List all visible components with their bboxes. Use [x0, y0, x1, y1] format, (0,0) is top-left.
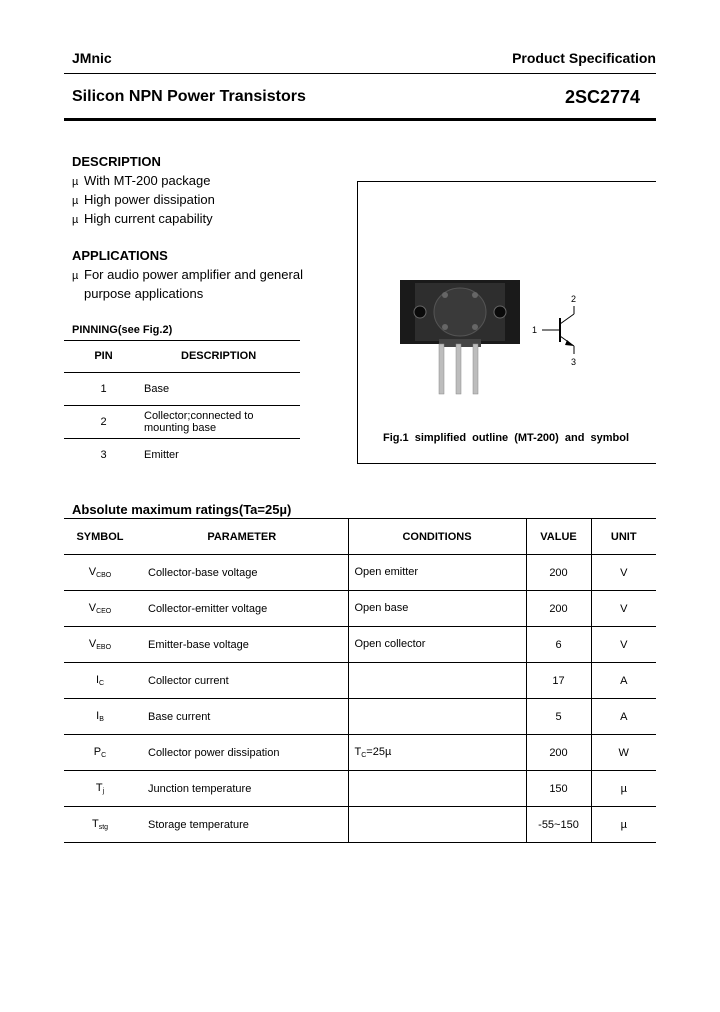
ratings-title: Absolute maximum ratings(Ta=25µ): [72, 502, 292, 517]
rating-value: -55~150: [526, 807, 591, 843]
rating-symbol: $T_{stg}$: [64, 807, 136, 843]
pin-description-line: Emitter: [144, 449, 179, 461]
applications-heading: APPLICATIONS: [72, 248, 168, 263]
bullet-glyph: µ: [72, 270, 79, 282]
rating-value: 6: [526, 627, 591, 663]
rating-parameter: Collector-emitter voltage: [136, 591, 348, 627]
applications-item-line1: For audio power amplifier and general: [84, 267, 303, 282]
ratings-row: [64, 807, 656, 843]
rating-symbol: $V_{CEO}$: [64, 591, 136, 627]
ratings-row: [64, 771, 656, 807]
ratings-row: [64, 735, 656, 771]
rating-symbol: $T_j$: [64, 771, 136, 807]
ratings-row: [64, 591, 656, 627]
rating-unit: A: [591, 699, 656, 735]
rating-parameter: Collector-base voltage: [136, 555, 348, 591]
company-name: JMnic: [72, 50, 112, 66]
doc-type: Product Specification: [512, 50, 656, 66]
ratings-row: [64, 555, 656, 591]
ratings-col-conditions: CONDITIONS: [348, 519, 526, 555]
description-item-text: High current capability: [84, 211, 213, 226]
pin-description-line: mounting base: [144, 422, 217, 434]
applications-item: [72, 267, 303, 282]
rating-unit: A: [591, 663, 656, 699]
description-item: [72, 192, 215, 207]
applications-item-line2: purpose applications: [84, 286, 204, 301]
rating-symbol: $V_{EBO}$: [64, 627, 136, 663]
rating-conditions: Open collector: [348, 627, 526, 663]
pin-description: [143, 406, 300, 439]
ratings-col-unit: UNIT: [591, 519, 656, 555]
rating-unit: V: [591, 555, 656, 591]
pin-number: 3: [64, 439, 143, 472]
description-item: [72, 173, 210, 188]
transistor-package-image: [395, 275, 525, 400]
rating-conditions: Open base: [348, 591, 526, 627]
pinning-row: [64, 406, 300, 439]
product-line-title: Silicon NPN Power Transistors: [72, 88, 306, 105]
rating-unit: µ: [591, 807, 656, 843]
rating-value: 200: [526, 735, 591, 771]
ratings-row: [64, 627, 656, 663]
rating-symbol: $V_{CBO}$: [64, 555, 136, 591]
description-heading: DESCRIPTION: [72, 154, 161, 169]
rating-value: 150: [526, 771, 591, 807]
ratings-row: [64, 699, 656, 735]
pinning-header-row: [64, 340, 300, 373]
rating-conditions: [348, 699, 526, 735]
rating-value: 17: [526, 663, 591, 699]
figure-caption: Fig.1 simplified outline (MT-200) and symbol: [382, 432, 630, 444]
pin-description: [143, 373, 300, 406]
pin-description: [143, 439, 300, 472]
rating-value: 5: [526, 699, 591, 735]
part-number: 2SC2774: [564, 87, 640, 107]
bullet-glyph: µ: [72, 176, 79, 188]
rating-parameter: Base current: [136, 699, 348, 735]
rating-unit: V: [591, 627, 656, 663]
rating-parameter: Collector current: [136, 663, 348, 699]
bullet-glyph: µ: [72, 214, 79, 226]
header-divider: [64, 73, 656, 74]
rating-parameter: Storage temperature: [136, 807, 348, 843]
ratings-col-value: VALUE: [526, 519, 591, 555]
ratings-col-symbol: SYMBOL: [64, 519, 136, 555]
symbol-pin-emitter: 3: [571, 357, 577, 367]
rating-symbol: $I_B$: [64, 699, 136, 735]
pin-number: 1: [64, 373, 143, 406]
rating-conditions: Open emitter: [348, 555, 526, 591]
rating-conditions: [348, 663, 526, 699]
ratings-table: [64, 518, 656, 843]
rating-value: 200: [526, 555, 591, 591]
pinning-title: PINNING(see Fig.2): [72, 324, 173, 336]
bullet-glyph: µ: [72, 195, 79, 207]
ratings-col-parameter: PARAMETER: [136, 519, 348, 555]
pinning-row: [64, 439, 300, 472]
rating-parameter: Emitter-base voltage: [136, 627, 348, 663]
ratings-row: [64, 663, 656, 699]
description-item-text: With MT-200 package: [84, 173, 211, 188]
title-divider: [64, 118, 656, 121]
pinning-col-pin: PIN: [94, 350, 113, 362]
description-item: [72, 211, 213, 226]
rating-symbol: $P_C$: [64, 735, 136, 771]
rating-unit: W: [591, 735, 656, 771]
pin-description-line: Base: [144, 383, 170, 395]
rating-conditions: $T_C=25\mu$: [348, 735, 526, 771]
rating-parameter: Junction temperature: [136, 771, 348, 807]
npn-transistor-symbol: [530, 292, 590, 372]
symbol-pin-base: 1: [532, 325, 538, 335]
pin-description-line: Collector;connected to: [144, 410, 254, 422]
rating-value: 200: [526, 591, 591, 627]
pinning-row: [64, 373, 300, 406]
rating-unit: µ: [591, 771, 656, 807]
pinning-table: [64, 340, 300, 471]
description-item-text: High power dissipation: [84, 192, 215, 207]
pin-number: 2: [64, 406, 143, 439]
rating-unit: V: [591, 591, 656, 627]
rating-conditions: [348, 807, 526, 843]
ratings-header-row: [64, 519, 656, 555]
rating-symbol: $I_C$: [64, 663, 136, 699]
rating-conditions: [348, 771, 526, 807]
rating-parameter: Collector power dissipation: [136, 735, 348, 771]
symbol-pin-collector: 2: [571, 294, 577, 304]
pinning-col-description: DESCRIPTION: [181, 350, 257, 362]
